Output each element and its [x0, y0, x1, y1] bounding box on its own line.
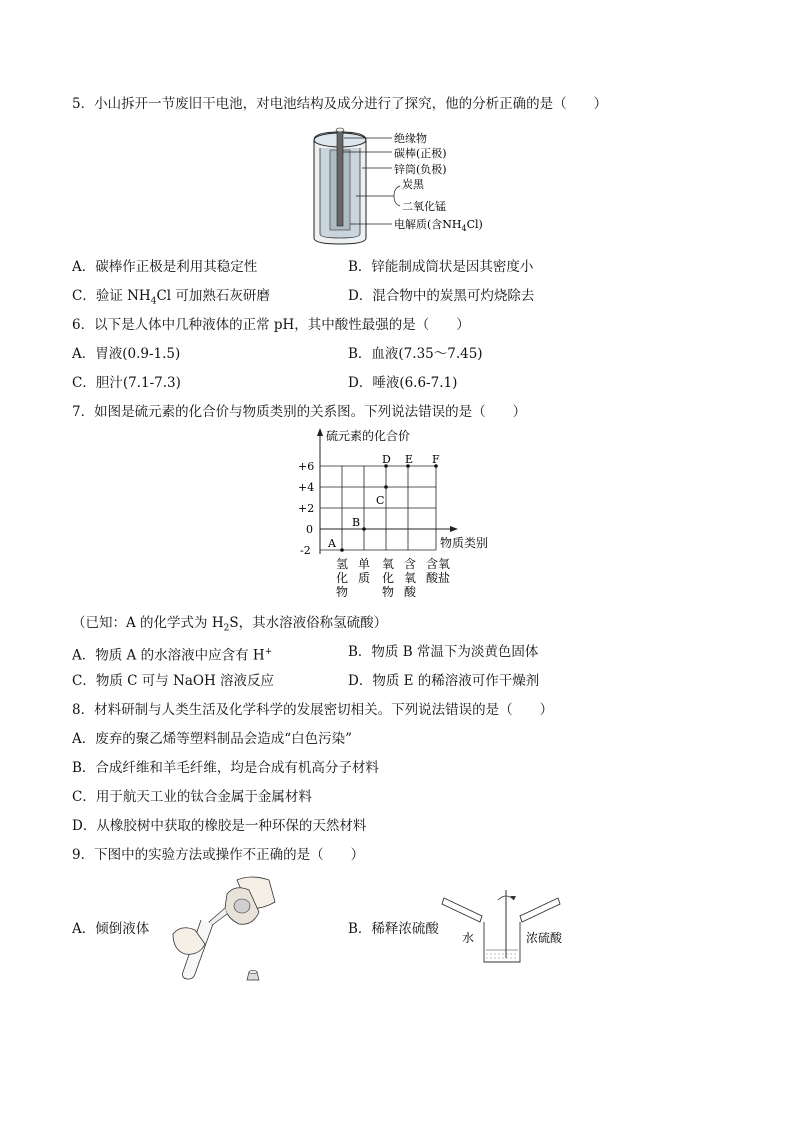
q8-option-a[interactable]: A．废弃的聚乙烯等塑料制品会造成“白色污染”: [72, 731, 353, 747]
q8-option-b[interactable]: B．合成纤维和羊毛纤维，均是合成有机高分子材料: [72, 760, 379, 776]
pouring-liquid-figure: [165, 872, 280, 984]
svg-text:质: 质: [358, 571, 371, 585]
q8-option-c[interactable]: C．用于航天工业的钛合金属于金属材料: [72, 789, 312, 805]
sulfur-valence-chart: [290, 426, 510, 608]
q7-option-d[interactable]: D．物质 E 的稀溶液可作干燥剂: [348, 673, 540, 689]
q7-option-b[interactable]: B．物质 B 常温下为淡黄色固体: [348, 644, 539, 660]
q6-option-c[interactable]: C．胆汁(7.1-7.3): [72, 375, 181, 391]
q6-option-a[interactable]: A．胃液(0.9-1.5): [72, 346, 181, 362]
acid-figure-acid-label: 浓硫酸: [526, 931, 563, 945]
point-f-label: F: [432, 453, 440, 466]
battery-figure: [300, 126, 490, 248]
battery-label-insulator: 绝缘物: [394, 132, 427, 145]
battery-label-zinc-can: 锌筒(负极): [394, 163, 447, 176]
point-a-dot: [340, 548, 344, 552]
q7-stem: 7．如图是硫元素的化合价与物质类别的关系图。下列说法错误的是（ ）: [72, 404, 527, 420]
svg-text:酸盐: 酸盐: [426, 571, 451, 585]
q6-option-b[interactable]: B．血液(7.35～7.45): [348, 346, 483, 362]
chart-x-title: 物质类别: [440, 536, 489, 550]
q9-stem: 9．下图中的实验方法或操作不正确的是（ ）: [72, 847, 365, 863]
svg-text:氧: 氧: [382, 557, 395, 571]
battery-label-carbon-black: 炭黑: [402, 178, 424, 191]
point-e-label: E: [405, 453, 414, 466]
chart-y-title: 硫元素的化合价: [326, 429, 411, 443]
battery-label-electrolyte: 电解质(含$NH_4Cl$): [394, 218, 483, 233]
svg-text:含: 含: [404, 557, 417, 571]
svg-text:氧: 氧: [404, 571, 417, 585]
q9-option-b[interactable]: B．稀释浓硫酸: [348, 921, 439, 937]
point-a-label: A: [328, 537, 336, 550]
y-tick-plus6: +6: [298, 460, 315, 473]
battery-label-mno2: 二氧化锰: [402, 200, 446, 213]
q6-stem: 6．以下是人体中几种液体的正常 pH，其中酸性最强的是（ ）: [72, 317, 470, 333]
point-c-label: C: [376, 494, 385, 507]
q5-option-d[interactable]: D．混合物中的炭黑可灼烧除去: [348, 288, 535, 304]
q9-option-a[interactable]: A．倾倒液体: [72, 921, 150, 937]
q8-option-d[interactable]: D．从橡胶树中获取的橡胶是一种环保的天然材料: [72, 818, 367, 834]
q7-note: （已知：A 的化学式为 $H_2S$，其水溶液俗称氢硫酸）: [72, 615, 388, 634]
q5-option-c[interactable]: C．验证 $NH_4Cl$ 可加熟石灰研磨: [72, 288, 270, 307]
y-tick-plus2: +2: [298, 502, 315, 515]
q5-option-a[interactable]: A．碳棒作正极是利用其稳定性: [72, 259, 258, 275]
svg-text:物: 物: [382, 585, 395, 599]
svg-text:化: 化: [382, 571, 395, 585]
q7-option-a[interactable]: A．物质 A 的水溶液中应含有 H+: [72, 647, 273, 664]
svg-text:单: 单: [358, 557, 371, 571]
battery-label-carbon-rod: 碳棒(正极): [394, 147, 447, 160]
acid-figure-water-label: 水: [462, 931, 475, 945]
point-c-dot: [384, 485, 388, 489]
q6-option-d[interactable]: D．唾液(6.6-7.1): [348, 375, 458, 391]
x-category-labels: [336, 557, 450, 599]
svg-text:酸: 酸: [404, 585, 417, 599]
svg-text:氢: 氢: [336, 557, 349, 571]
point-b-label: B: [352, 516, 361, 529]
q8-stem: 8．材料研制与人类生活及化学科学的发展密切相关。下列说法错误的是（ ）: [72, 702, 554, 718]
y-tick-zero: 0: [306, 523, 313, 536]
q5-stem: 5．小山拆开一节废旧干电池，对电池结构及成分进行了探究，他的分析正确的是（ ）: [72, 96, 608, 112]
y-tick-minus2: -2: [300, 544, 311, 557]
point-d-label: D: [382, 453, 391, 466]
point-b-dot: [362, 527, 366, 531]
q5-option-b[interactable]: B．锌能制成筒状是因其密度小: [348, 259, 534, 275]
svg-text:化: 化: [336, 571, 349, 585]
q7-option-c[interactable]: C．物质 C 可与 NaOH 溶液反应: [72, 673, 275, 689]
svg-text:含氧: 含氧: [426, 557, 451, 571]
svg-text:物: 物: [336, 585, 349, 599]
y-tick-plus4: +4: [298, 481, 315, 494]
diluting-acid-figure: [440, 886, 590, 970]
